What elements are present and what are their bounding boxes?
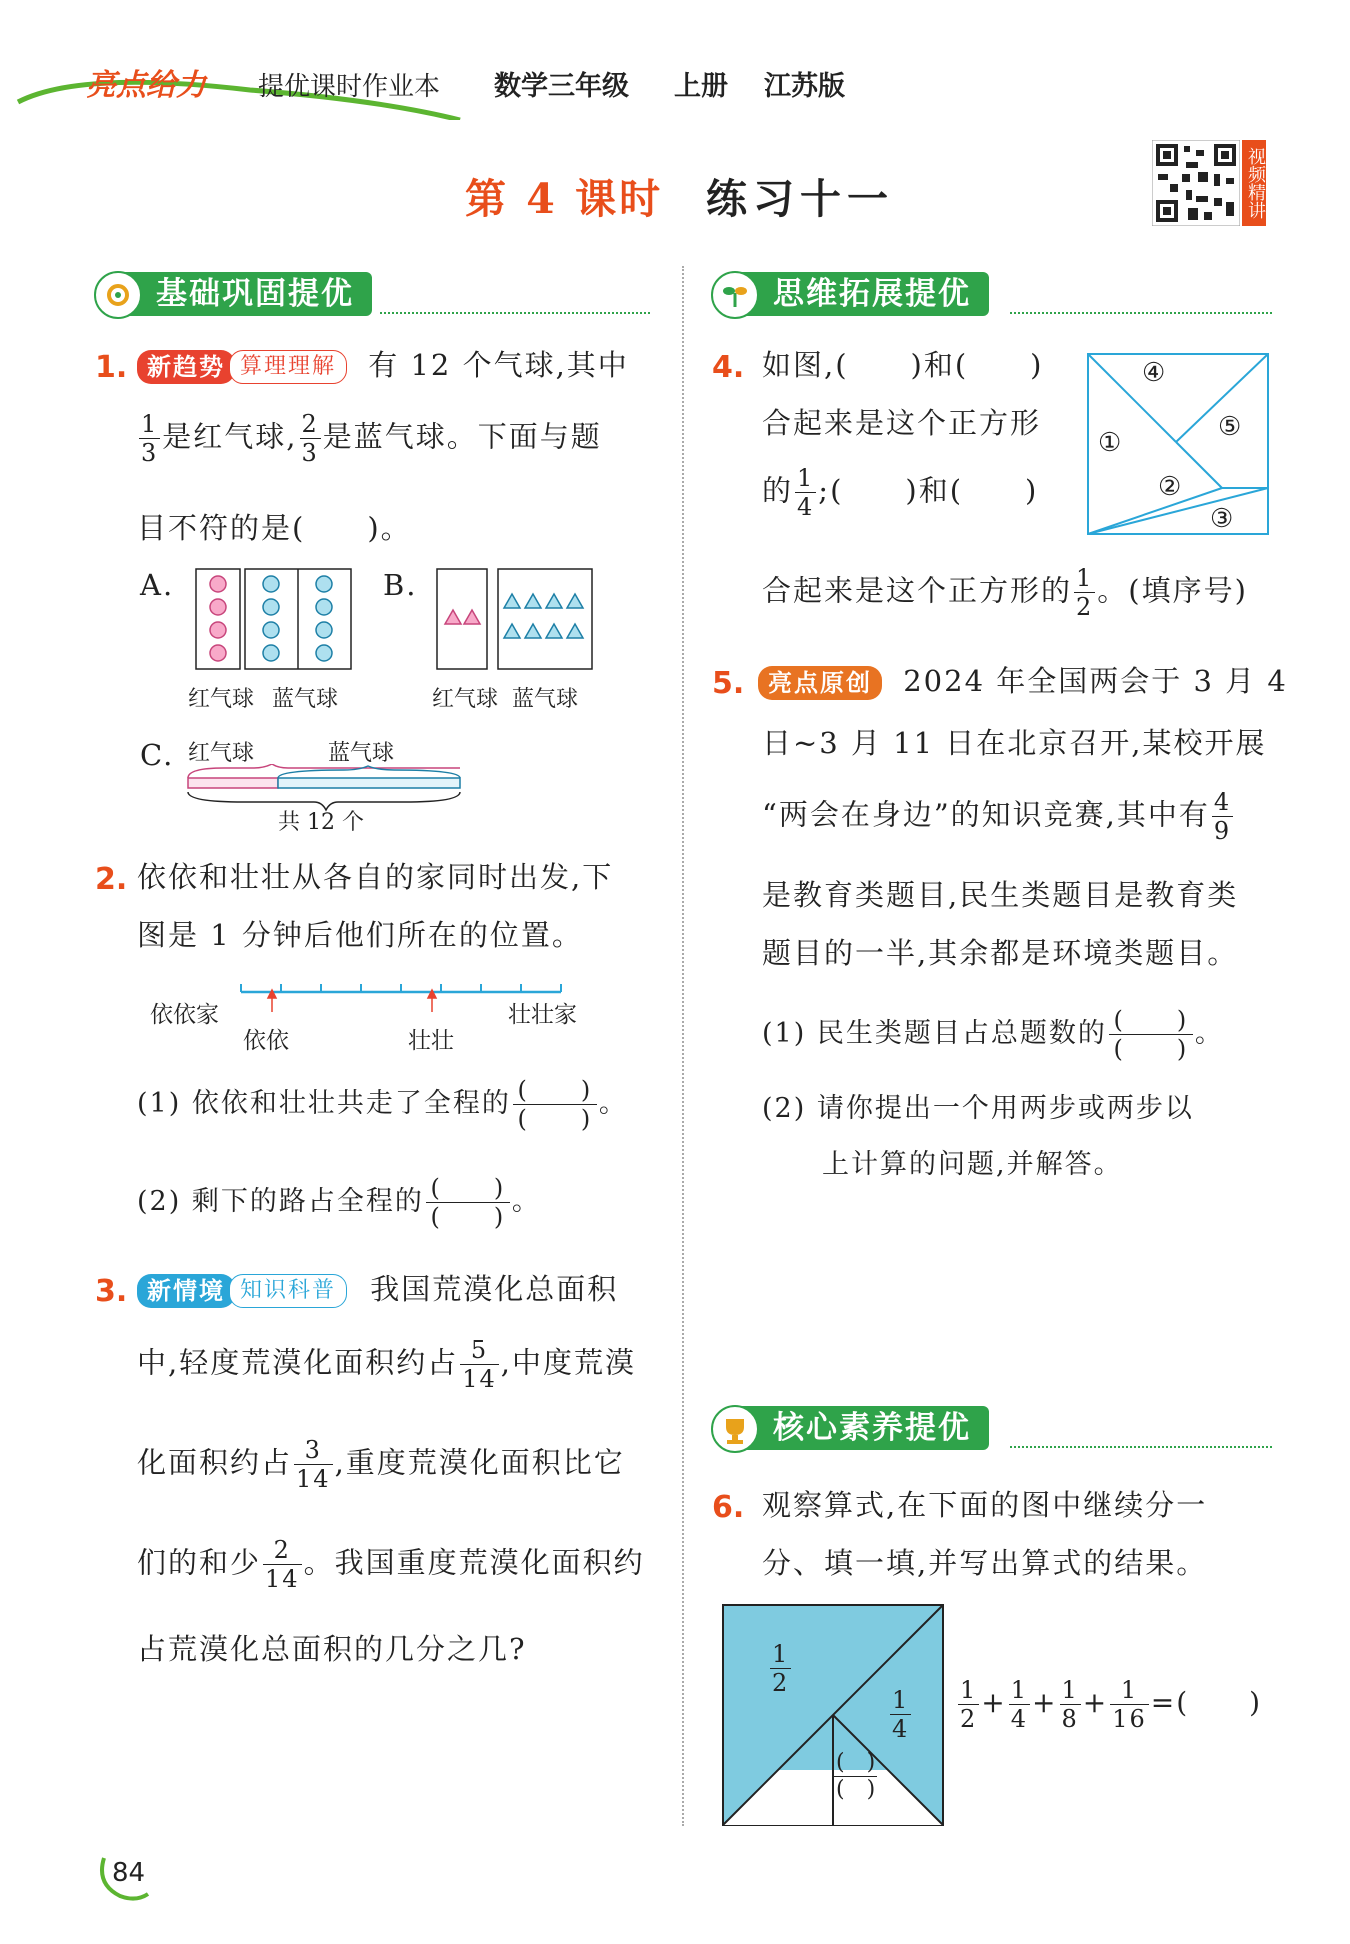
q2-line1: 依依和壮壮从各自的家同时出发,下: [137, 860, 614, 894]
qr-label: 视频精讲: [1242, 140, 1266, 226]
q2-line2: 图是 1 分钟后他们所在的位置。: [137, 918, 583, 952]
page-number: 84: [112, 1858, 146, 1888]
q5-line4: 是教育类题目,民生类题目是教育类: [762, 878, 1239, 912]
option-a-blue-label: 蓝气球: [272, 687, 339, 712]
q4-label-4: ④: [1142, 358, 1166, 388]
option-c-label[interactable]: C.: [140, 738, 175, 772]
q3-line3: 化面积约占 $\frac{3}{14}$ ,重度荒漠化面积比它: [137, 1436, 625, 1493]
q5-number: 5.: [712, 666, 745, 701]
q5-frac-a: $\frac{4}{9}$: [1213, 788, 1232, 845]
q2-sub1: (1) 依依和壮壮共走了全程的 $\frac{( )}{( )}$ 。: [137, 1076, 628, 1133]
lesson-title: 练习十一: [706, 175, 894, 223]
q5-tag: 亮点原创: [758, 666, 882, 700]
q5-line5: 题目的一半,其余都是环境类题目。: [762, 936, 1239, 970]
q1-number: 1.: [95, 350, 128, 385]
q4-label-3: ③: [1210, 504, 1234, 534]
q2-sub2-answer[interactable]: $\frac{( )}{( )}$: [426, 1176, 510, 1229]
q1-frac-b: $\frac{2}{3}$: [301, 410, 319, 467]
section-thinking: 思维拓展提优: [715, 272, 989, 316]
q3-line4: 们的和少 $\frac{2}{14}$ 。我国重度荒漠化面积约: [137, 1536, 645, 1593]
q6-equation: $\frac{1}{2}$ + $\frac{1}{4}$ + $\frac{1}{8}$ + $\frac{1}{16}$ =( ): [960, 1676, 1263, 1733]
q3-tag: 新情境: [137, 1274, 235, 1308]
gear-icon: [94, 271, 142, 319]
q4-label-1: ①: [1098, 428, 1122, 458]
option-c-blue-label: 蓝气球: [328, 741, 395, 766]
section-core: 核心素养提优: [715, 1406, 989, 1450]
q1-tag: 新趋势: [137, 350, 235, 384]
q6-line1: 观察算式,在下面的图中继续分一: [762, 1488, 1208, 1522]
header-brand: 亮点给力: [86, 68, 206, 103]
option-b-red-label: 红气球: [432, 687, 499, 712]
q3-tag2: 知识科普: [229, 1274, 347, 1308]
q4-label-2: ②: [1158, 472, 1182, 502]
option-a-label[interactable]: A.: [140, 568, 175, 602]
q4-line2: 合起来是这个正方形: [762, 406, 1042, 440]
trophy-icon: [711, 1405, 759, 1453]
q4-number: 4.: [712, 350, 745, 385]
q4-frac-b: $\frac{1}{2}$: [1076, 564, 1094, 621]
section-basic: 基础巩固提优: [98, 272, 372, 316]
q5-sub1: (1) 民生类题目占总题数的 $\frac{( )}{( )}$ 。: [762, 1006, 1224, 1063]
q6-number: 6.: [712, 1490, 745, 1525]
q4-line3: 的 $\frac{1}{4}$ ;( )和( ): [762, 464, 1039, 521]
q5-line1: 亮点原创 2024 年全国两会于 3 月 4: [758, 666, 1288, 700]
header-series: 提优课时作业本: [258, 72, 441, 102]
option-c-total: 共 12 个: [278, 810, 364, 835]
q3-line5: 占荒漠化总面积的几分之几?: [137, 1632, 527, 1666]
q5-line2: 日~3 月 11 日在北京召开,某校开展: [762, 726, 1267, 760]
q6-line2: 分、填一填,并写出算式的结果。: [762, 1546, 1208, 1580]
sprout-icon: [711, 271, 759, 319]
q2-sub2: (2) 剩下的路占全程的 $\frac{( )}{( )}$ 。: [137, 1174, 541, 1231]
q2-sub1-answer[interactable]: $\frac{( )}{( )}$: [513, 1078, 597, 1131]
q5-sub2b: 上计算的问题,并解答。: [822, 1149, 1123, 1180]
q6-half-label: $\frac{1}{2}$: [772, 1640, 790, 1697]
lesson-number: 第 4 课时: [465, 175, 664, 223]
q1-line3: 目不符的是( )。: [137, 511, 412, 545]
zhuangzhuang-label: 壮壮: [408, 1028, 454, 1054]
q1-tag2: 算理理解: [229, 350, 347, 384]
q4-line1: 如图,( )和( ): [762, 348, 1044, 382]
column-divider: [682, 266, 684, 1826]
q3-frac-a: $\frac{5}{14}$: [462, 1336, 497, 1393]
q5-sub1-answer[interactable]: $\frac{( )}{( )}$: [1109, 1008, 1193, 1061]
option-a-figure: [195, 568, 355, 676]
q3-frac-c: $\frac{2}{14}$: [265, 1536, 300, 1593]
option-a-red-label: 红气球: [188, 687, 255, 712]
q3-number: 3.: [95, 1274, 128, 1309]
option-b-blue-label: 蓝气球: [512, 687, 579, 712]
yiyi-home-label: 依依家: [150, 1002, 219, 1028]
q5-sub2a: (2) 请你提出一个用两步或两步以: [762, 1093, 1194, 1124]
option-b-figure: [436, 568, 596, 676]
qr-code-icon[interactable]: [1152, 140, 1240, 226]
q4-line4: 合起来是这个正方形的 $\frac{1}{2}$ 。(填序号): [762, 564, 1248, 621]
q3-frac-b: $\frac{3}{14}$: [296, 1436, 331, 1493]
option-c-red-label: 红气球: [188, 741, 255, 766]
q6-quarter-label: $\frac{1}{4}$: [892, 1686, 910, 1743]
q1-frac-a: $\frac{1}{3}$: [141, 410, 159, 467]
yiyi-label: 依依: [243, 1028, 289, 1054]
zhuangzhuang-home-label: 壮壮家: [508, 1002, 577, 1028]
q4-frac-a: $\frac{1}{4}$: [797, 464, 815, 521]
q6-blank-label[interactable]: $\frac{( )}{( )}$: [836, 1750, 876, 1802]
q5-line3: “两会在身边”的知识竞赛,其中有 $\frac{4}{9}$: [762, 788, 1232, 845]
q6-answer[interactable]: =( ): [1150, 1686, 1263, 1719]
q2-number: 2.: [95, 862, 128, 897]
header-edition: 江苏版: [764, 71, 845, 102]
q1-line2: $\frac{1}{3}$ 是红气球, $\frac{2}{3}$ 是蓝气球。下面与题: [141, 410, 602, 467]
q4-label-5: ⑤: [1218, 412, 1242, 442]
q3-line1: 新情境 知识科普 我国荒漠化总面积: [137, 1274, 618, 1308]
header-volume: 上册: [674, 71, 728, 102]
q1-line1: [137, 350, 629, 384]
q3-line2: 中,轻度荒漠化面积约占 $\frac{5}{14}$ ,中度荒漠: [137, 1336, 636, 1393]
q1-text1: 有 12 个气球,其中: [368, 348, 629, 382]
header-subject: 数学三年级: [494, 71, 629, 102]
option-b-label[interactable]: B.: [383, 568, 418, 602]
